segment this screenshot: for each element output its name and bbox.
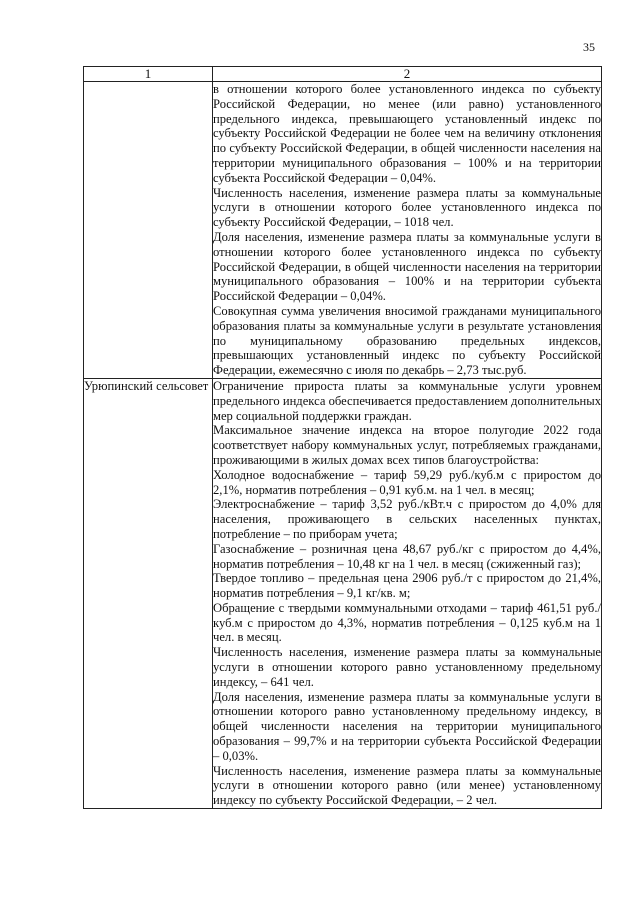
paragraph: Холодное водоснабжение – тариф 59,29 руб./куб.м с приростом до 2,1%, норматив потребления – 0,91 куб.м. на 1 чел. в месяц; [213, 467, 601, 497]
table-row [84, 82, 602, 379]
paragraph: Численность населения, изменение размера платы за коммунальные услуги в отношении которого равно установленному предельному индексу, – 641 чел. [213, 645, 601, 689]
paragraph: Доля населения, изменение размера платы за коммунальные услуги в отношении которого более установленного индекса по субъекту Российской Федерации, в общей численности населения на территории муниципального образования – 100% и на территории субъекта Российской Федерации – 0,04%. [213, 229, 601, 304]
paragraph: Твердое топливо – предельная цена 2906 руб./т с приростом до 21,4%, норматив потребления – 9,1 кг/кв. м; [213, 571, 601, 601]
paragraph: Максимальное значение индекса на второе полугодие 2022 года соответствует набору коммунальных услуг, потребляемых гражданами, проживающими в жилых домах всех типов благоустройства: [213, 423, 601, 467]
table-header-row [84, 67, 602, 82]
paragraph: Обращение с твердыми коммунальными отходами – тариф 461,51 руб./куб.м с приростом до 4,3%, норматив потребления – 0,125 куб.м на 1 чел. в месяц. [213, 600, 601, 645]
paragraph: Доля населения, изменение размера платы за коммунальные услуги в отношении которого равно установленному предельному индексу, в общей численности населения на территории муниципального образования – 99,7% и на территории субъекта Российской Федерации – 0,03%. [213, 689, 601, 763]
document-table [83, 66, 602, 809]
paragraph: в отношении которого более установленного индекса по субъекту Российской Федерации, но менее (или равно) установленного предельного индекса, превышающего установленный индекс по субъекту Российской Федерации не более чем на величину отклонения по субъекту Российской Федерации, в общей численности населения на территории муниципального образования – 100% и на территории субъекта Российской Федерации – 0,04%. [213, 82, 601, 185]
description-cell [213, 378, 602, 808]
column-header-1: 1 [84, 67, 213, 82]
page-number: 35 [583, 40, 595, 54]
table-row [84, 378, 602, 808]
paragraph: Газоснабжение – розничная цена 48,67 руб./кг с приростом до 4,4%, норматив потребления – 10,48 кг на 1 чел. в месяц (сжиженный газ); [213, 541, 601, 571]
paragraph: Электроснабжение – тариф 3,52 руб./кВт.ч с приростом до 4,0% для населения, проживающего в сельских населенных пунктах, потребление – по приборам учета; [213, 497, 601, 541]
description-cell [213, 82, 602, 379]
paragraph: Численность населения, изменение размера платы за коммунальные услуги в отношении которого равно (или менее) установленному индексу по субъекту Российской Федерации, – 2 чел. [213, 763, 601, 808]
municipality-cell [84, 82, 213, 379]
paragraph: Совокупная сумма увеличения вносимой гражданами муниципального образования платы за коммунальные услуги в результате установления по муниципальному образованию предельных индексов, превышающих установленный индекс по субъекту Российской Федерации, ежемесячно с июля по декабрь – 2,73 тыс.руб. [213, 303, 601, 378]
paragraph: Численность населения, изменение размера платы за коммунальные услуги в отношении которого более установленного индекса по субъекту Российской Федерации, – 1018 чел. [213, 185, 601, 230]
municipality-cell: Урюпинский сельсовет [84, 378, 213, 808]
column-header-2: 2 [213, 67, 602, 82]
paragraph: Ограничение прироста платы за коммунальные услуги уровнем предельного индекса обеспечивается предоставлением дополнительных мер социальной поддержки граждан. [213, 378, 601, 423]
